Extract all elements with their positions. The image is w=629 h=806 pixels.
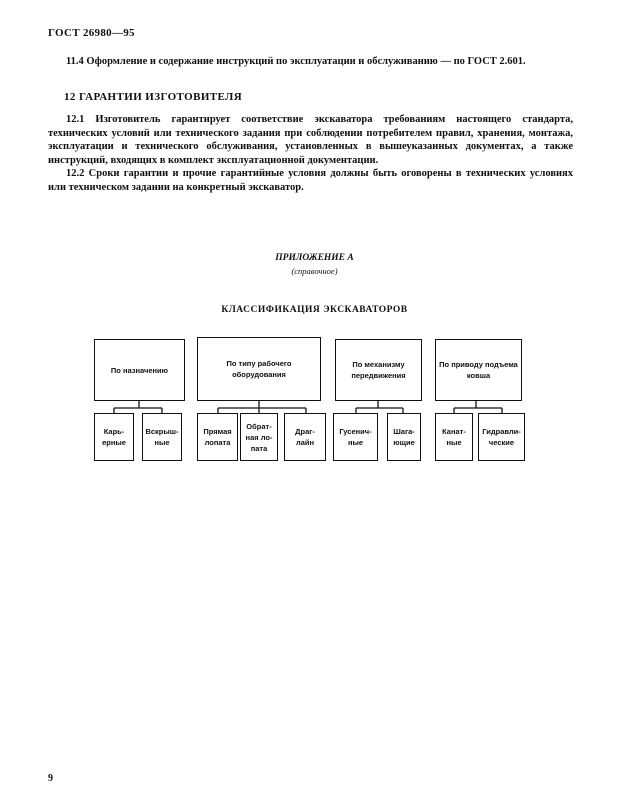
document-header: ГОСТ 26980—95 [48,27,135,39]
type-quarry: Карь-ерные [94,413,134,461]
appendix-title: ПРИЛОЖЕНИЕ А [275,253,354,263]
type-front-shovel: Прямая лопата [197,413,238,461]
appendix-subtitle: (справочное) [291,266,338,276]
diagram-title: КЛАССИФИКАЦИЯ ЭКСКАВАТОРОВ [221,305,408,315]
paragraph-12-2: 12.2 Сроки гарантии и прочие гарантийные условия должны быть оговорены в технических условиях или техническом задании на конкретный экскаватор. [48,168,573,193]
section-12-title: 12 ГАРАНТИИ ИЗГОТОВИТЕЛЯ [64,91,243,103]
type-stripping: Вскрыш-ные [142,413,182,461]
paragraph-12-1: 12.1 Изготовитель гарантирует соответствие экскаватора требованиям настоящего стандарта, технических условий или технического задания при соблюдении потребителем правил, хранения, монтажа, эксплуатации и технического обслуживания, установленных в вышеуказанных документах, а также инструкций, входящих в комплект эксплуатационной документации. [48,114,573,166]
type-rope: Канат-ные [435,413,473,461]
group-by-equipment-type: По типу рабочего оборудования [197,337,321,401]
page-number: 9 [48,773,53,784]
type-crawler: Гусенич-ные [333,413,378,461]
type-backhoe: Обрат-ная ло-пата [240,413,278,461]
type-walking: Шага-ющие [387,413,421,461]
paragraph-11-4: 11.4 Оформление и содержание инструкций по эксплуатации и обслуживанию — по ГОСТ 2.601. [66,56,526,67]
group-by-purpose: По назначению [94,339,185,401]
group-by-travel-mechanism: По механизму передвижения [335,339,422,401]
type-dragline: Драг-лайн [284,413,326,461]
type-hydraulic: Гидравли-ческие [478,413,525,461]
group-by-bucket-drive: По приводу подъема ковша [435,339,522,401]
